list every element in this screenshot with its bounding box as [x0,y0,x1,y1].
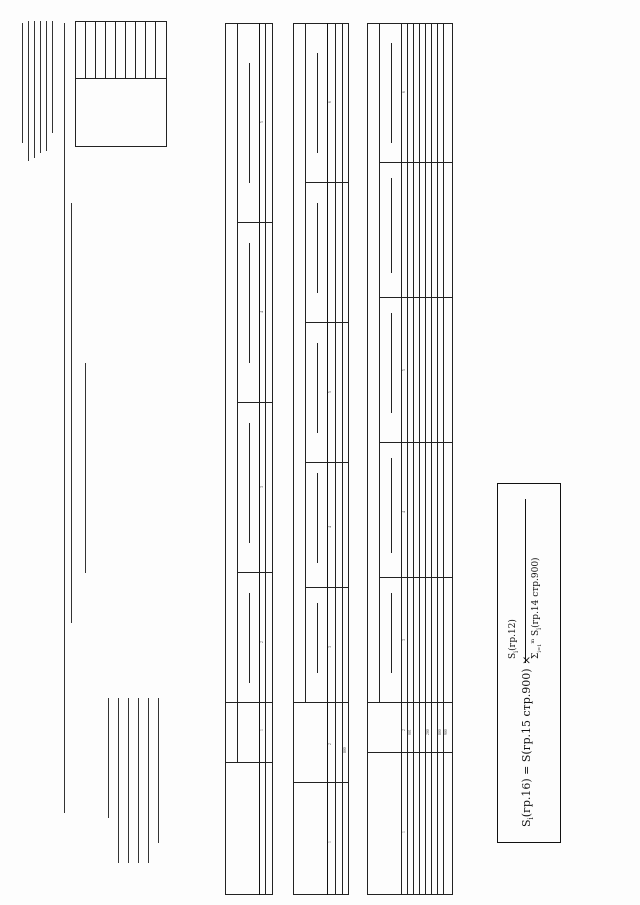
appendix-line [52,21,53,133]
row-code: 800 [438,729,442,735]
appendix-line [22,23,23,143]
formula-denominator-term: S [531,629,541,637]
formula-numerator [508,619,521,659]
section3-table [367,23,453,895]
appendix-line [40,21,41,153]
formula-numerator-arg: (гр.12) [508,619,518,651]
appendix-line [28,21,29,161]
formula-lhs-sub: i [527,817,536,820]
section2-table [293,23,349,895]
row-code: 200 [426,729,430,735]
appendix-line [34,21,35,158]
formula-lhs-arg: (гр.16) = S(гр.15 стр.900) × [520,655,533,818]
codes-divider [75,78,167,79]
formula-sum-range: i=1 [536,643,543,653]
formula-denominator-sub: i [535,627,543,630]
appendix-line [46,21,47,151]
row-code: 001 [408,729,412,735]
formula-numerator-sub: i [512,650,520,653]
formula [521,656,535,827]
codes-box [75,21,167,147]
row-code: 900 [444,729,448,735]
title-line [71,203,72,623]
date-line-rule [85,363,86,573]
formula-sum: Σ [531,652,541,659]
formula-denominator [531,557,544,659]
formula-denominator-arg: (гр.14 стр.900) [531,557,541,628]
formula-numerator-symbol: S [508,652,518,659]
formula-lhs: S [520,819,533,827]
title-line [64,23,65,813]
rotated-form: 1 2 3 4 5 1 2 3 4 5 6 800 1 2 3 4 5 6 001 200 800 900 $S_i(гр.16) = S(гр.15$ стр.900) × $S_i(гр.12)$ $\Sigma_{i=1}^m$ $S_i(гр.14$ стр.900) [5,5,637,903]
formula-sum-top: m [530,638,536,644]
fraction-bar [525,499,526,663]
row-code: 800 [343,747,347,753]
